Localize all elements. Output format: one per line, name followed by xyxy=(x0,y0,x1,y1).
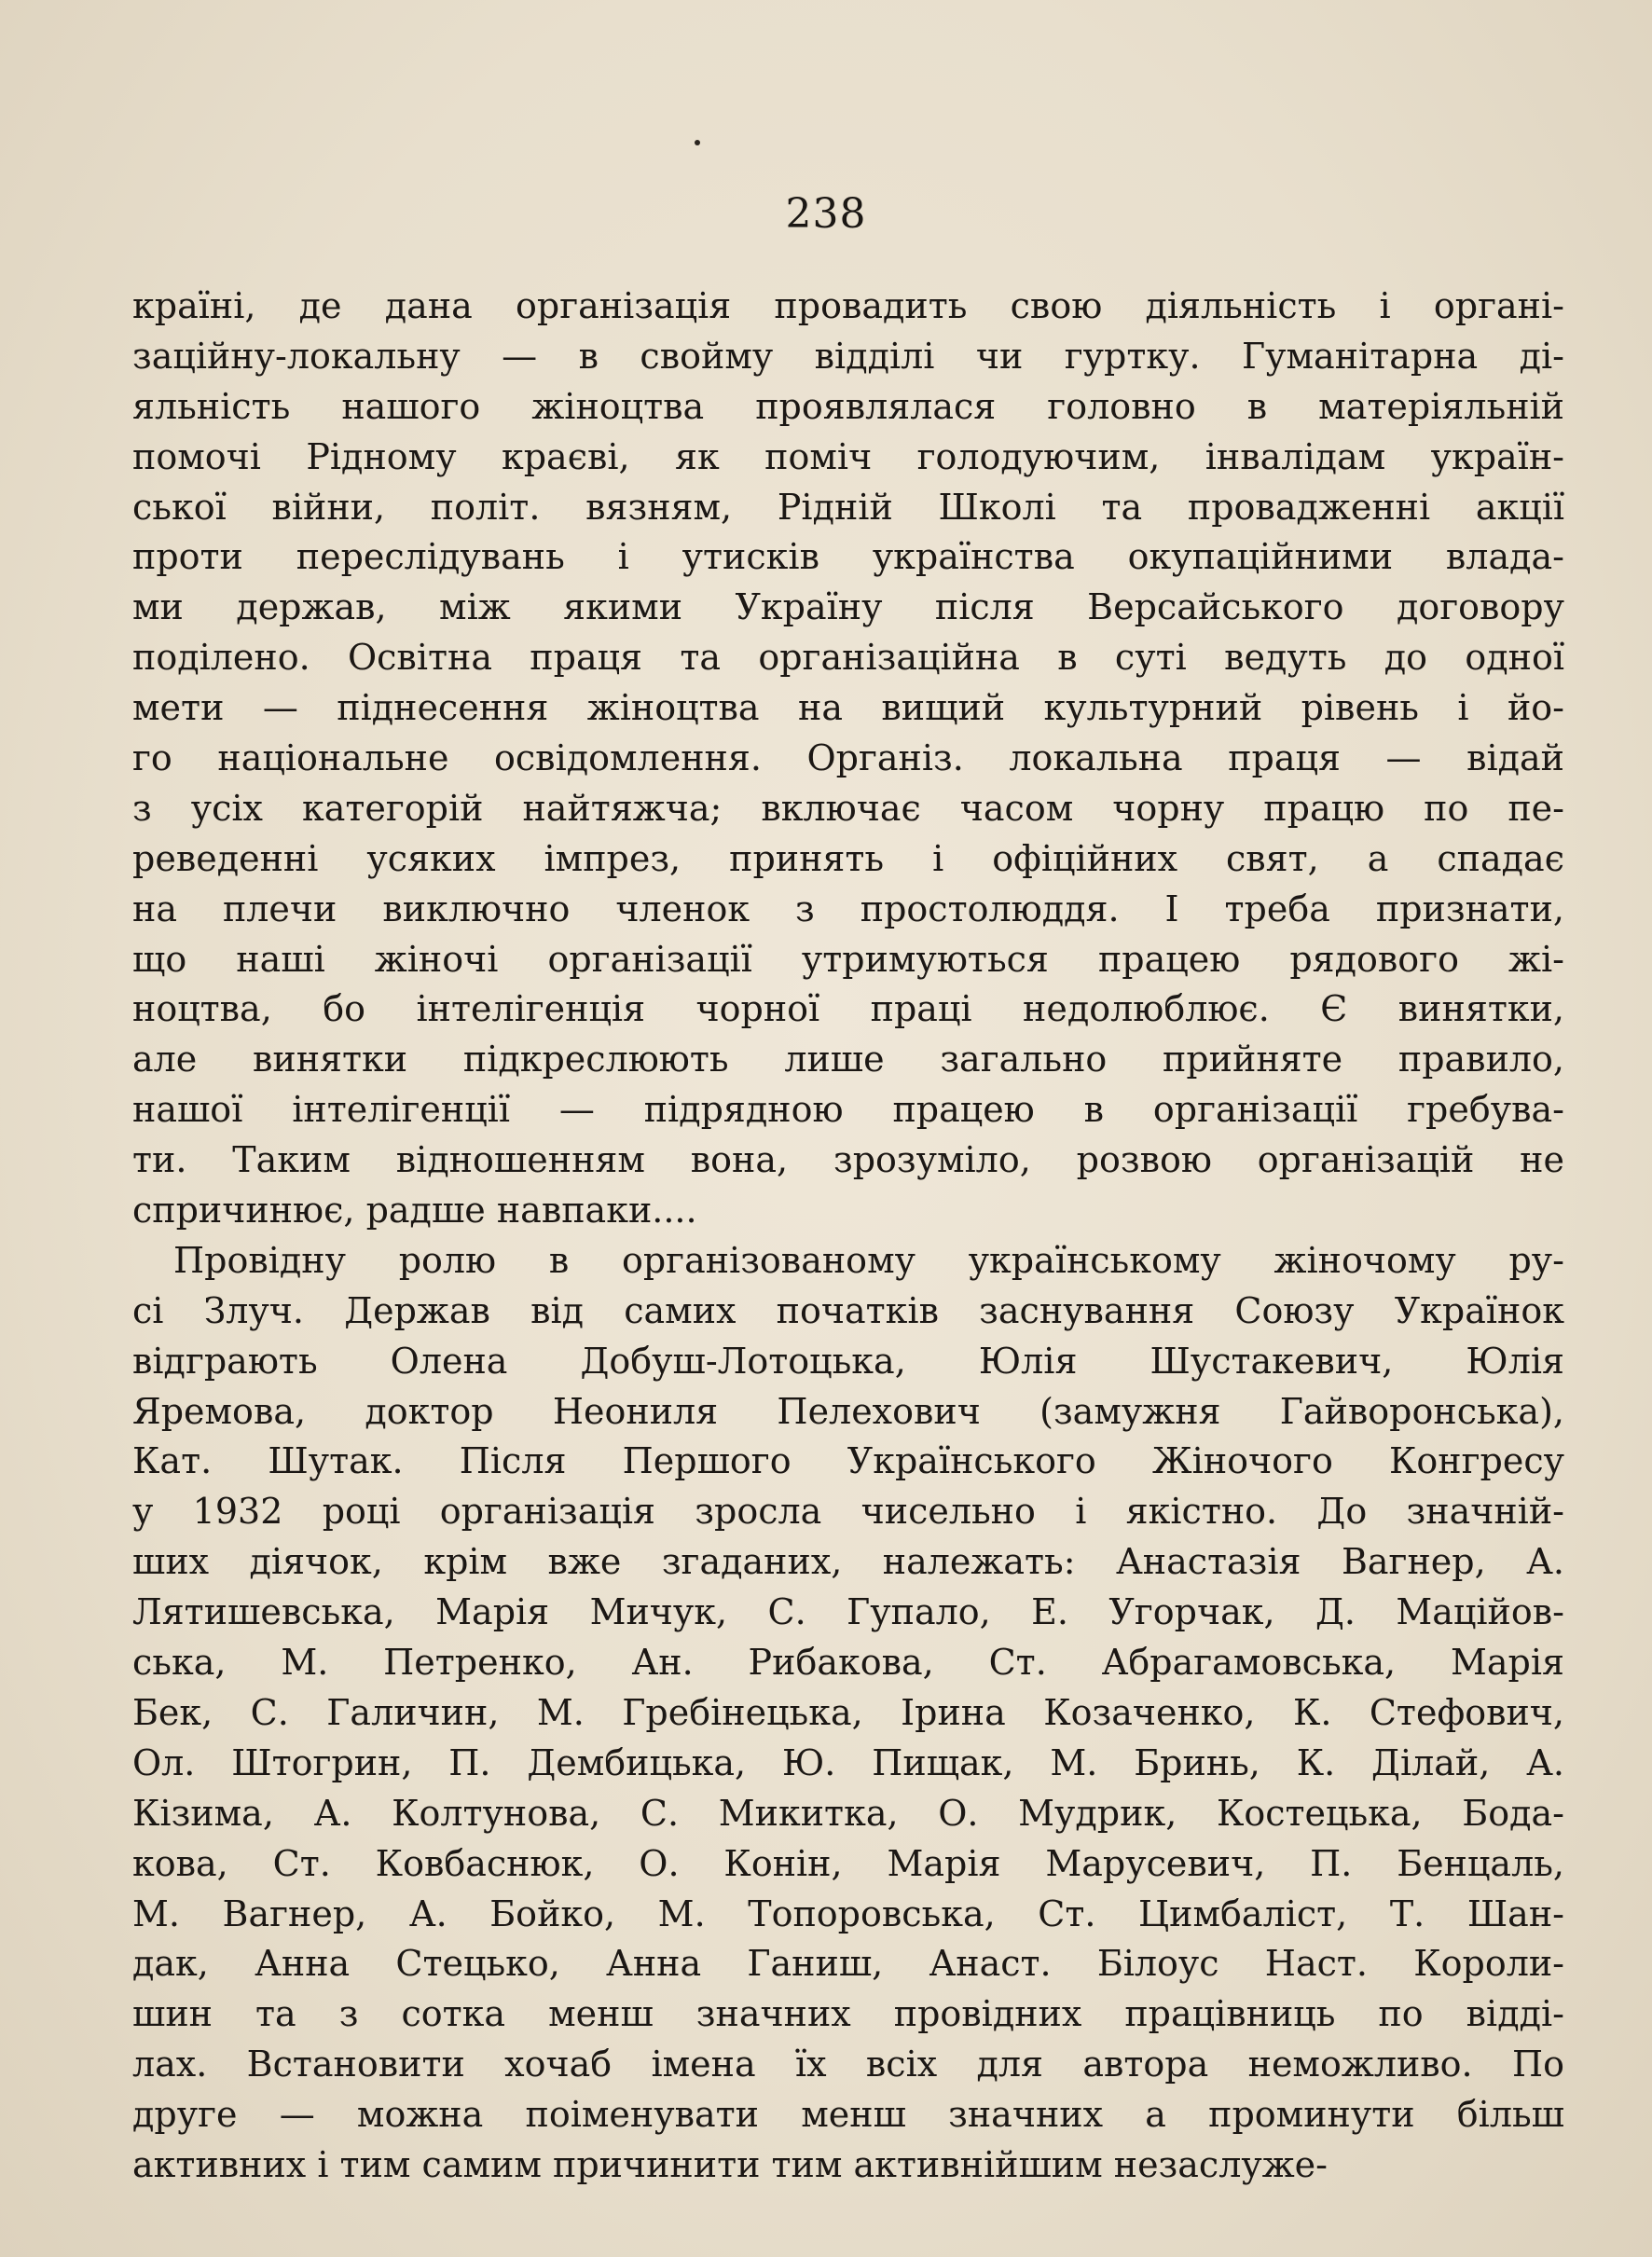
text-line: яльність нашого жіноцтва проявлялася головно в матеріяльній xyxy=(132,385,1564,427)
text-line: проти переслідувань і утисків українства окупаційними влада- xyxy=(132,536,1564,578)
text-line: у 1932 році організація зросла чисельно і якістно. До значній- xyxy=(132,1491,1564,1533)
text-line: що наші жіночі організації утримуються працею рядового жі- xyxy=(132,938,1564,980)
text-line: Ол. Штогрин, П. Дембицька, Ю. Пищак, М. Бринь, К. Ділай, А. xyxy=(132,1741,1564,1783)
text-line: Кізима, А. Колтунова, С. Микитка, О. Мудрик, Костецька, Бода- xyxy=(132,1792,1564,1834)
text-line: ноцтва, бо інтелігенція чорної праці недолюблює. Є винятки, xyxy=(132,988,1564,1030)
text-line: країні, де дана організація провадить свою діяльність і органі- xyxy=(132,285,1564,326)
text-line: мети — піднесення жіноцтва на вищий культурний рівень і йо- xyxy=(132,687,1564,729)
paragraph xyxy=(132,282,1564,1236)
text-line: з усіх категорій найтяжча; включає часом чорну працю по пе- xyxy=(132,787,1564,829)
ink-speck xyxy=(695,140,700,145)
text-line: кова, Ст. Ковбаснюк, О. Конін, Марія Марусевич, П. Бенцаль, xyxy=(132,1842,1564,1884)
text-line: ська, М. Петренко, Ан. Рибакова, Ст. Абрагамовська, Марія xyxy=(132,1642,1564,1684)
text-line: шин та з сотка менш значних провідних працівниць по відді- xyxy=(132,1993,1564,2035)
page-number: 238 xyxy=(785,190,867,238)
text-line: Провідну ролю в організованому українському жіночому ру- xyxy=(173,1239,1564,1281)
body-text xyxy=(132,282,1564,2191)
text-line: лах. Встановити хочаб імена їх всіх для автора неможливо. По xyxy=(132,2044,1564,2085)
text-line: М. Вагнер, А. Бойко, М. Топоровська, Ст. Цимбаліст, Т. Шан- xyxy=(132,1892,1564,1934)
text-line: друге — можна поіменувати менш значних а проминути більш xyxy=(132,2094,1564,2136)
text-line: на плечи виключно членок з простолюддя. І треба признати, xyxy=(132,888,1564,929)
text-line: ської війни, політ. вязням, Рідній Школі та провадженні акції xyxy=(132,486,1564,528)
text-line: дак, Анна Стецько, Анна Ганиш, Анаст. Білоус Наст. Короли- xyxy=(132,1943,1564,1985)
paragraph xyxy=(132,1236,1564,2191)
text-line: спричинює, радше навпаки.... xyxy=(132,1190,697,1232)
text-line: Бек, С. Галичин, М. Гребінецька, Ірина Козаченко, К. Стефович, xyxy=(132,1691,1564,1733)
text-line: реведенні усяких імпрез, принять і офіційних свят, а спадає xyxy=(132,837,1564,879)
text-line: ми держав, між якими Україну після Версайського договору xyxy=(132,586,1564,628)
text-line: ших діячок, крім вже згаданих, належать: Анастазія Вагнер, А. xyxy=(132,1541,1564,1583)
text-line: але винятки підкреслюють лише загально прийняте правило, xyxy=(132,1039,1564,1080)
text-line: відграють Олена Добуш-Лотоцька, Юлія Шустакевич, Юлія xyxy=(132,1340,1564,1382)
text-line: го національне освідомлення. Організ. локальна праця — відай xyxy=(132,737,1564,779)
text-line: активних і тим самим причинити тим активнійшим незаслуже- xyxy=(132,2143,1328,2185)
text-line: Кат. Шутак. Після Першого Українського Жіночого Конгресу xyxy=(132,1440,1564,1482)
text-line: нашої інтелігенції — підрядною працею в організації гребува- xyxy=(132,1089,1564,1131)
text-line: Лятишевська, Марія Мичук, С. Гупало, Е. Угорчак, Д. Маційов- xyxy=(132,1591,1564,1633)
text-line: сі Злуч. Держав від самих початків заснування Союзу Українок xyxy=(132,1289,1564,1331)
text-line: заційну-локальну — в свойму відділі чи гуртку. Гуманітарна ді- xyxy=(132,335,1564,377)
text-line: ти. Таким відношенням вона, зрозуміло, розвою організацій не xyxy=(132,1139,1564,1181)
text-line: поділено. Освітна праця та організаційна в суті ведуть до одної xyxy=(132,637,1564,679)
text-line: Яремова, доктор Неониля Пелехович (замужня Гайворонська), xyxy=(132,1390,1564,1432)
text-line: помочі Рідному краєві, як поміч голодуючим, інвалідам україн- xyxy=(132,435,1564,477)
